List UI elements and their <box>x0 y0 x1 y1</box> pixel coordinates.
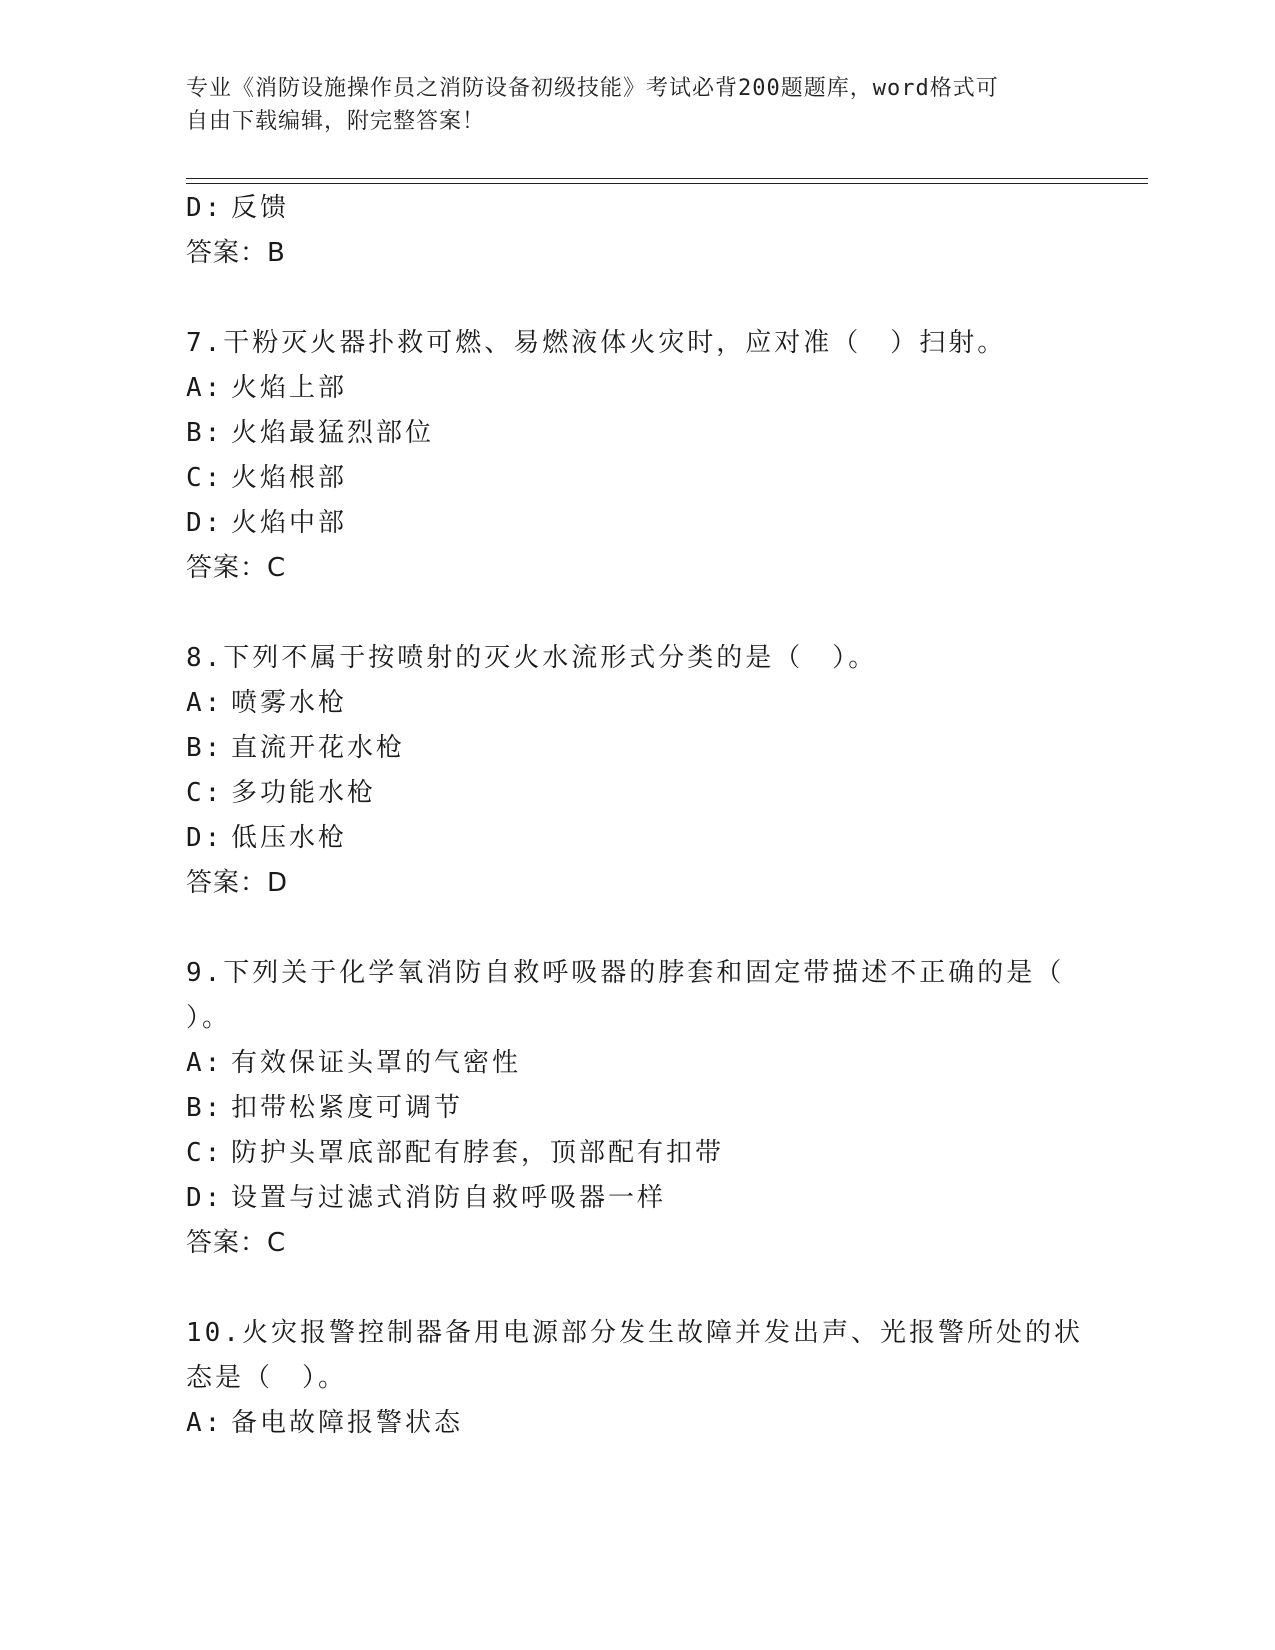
question-content <box>186 186 1086 1446</box>
question-8-answer: 答案：D <box>186 868 289 898</box>
option-text: 火焰上部 <box>231 373 348 403</box>
spacer <box>186 906 1086 951</box>
question-9-option-c <box>186 1131 1086 1176</box>
option-text: 喷雾水枪 <box>231 688 348 718</box>
spacer <box>186 276 1086 321</box>
question-7-answer: 答案：C <box>186 553 287 583</box>
option-text: 火焰中部 <box>231 508 348 538</box>
option-text: 多功能水枪 <box>231 778 377 808</box>
option-text: 设置与过滤式消防自救呼吸器一样 <box>231 1183 667 1213</box>
question-7-option-b <box>186 411 1086 456</box>
option-letter: D: <box>186 193 224 223</box>
question-8-option-a <box>186 681 1086 726</box>
option-letter: A: <box>186 1048 224 1078</box>
question-9-answer: 答案：C <box>186 1228 287 1258</box>
question-7-option-c <box>186 456 1086 501</box>
option-text: 火焰最猛烈部位 <box>231 418 435 448</box>
question-10-stem-line-2: 态是（ ）。 <box>186 1363 348 1393</box>
option-letter: C: <box>186 1138 224 1168</box>
question-9-option-a <box>186 1041 1086 1086</box>
option-letter: A: <box>186 373 224 403</box>
prev-option-d <box>186 186 1086 231</box>
option-letter: A: <box>186 688 224 718</box>
question-9-stem-line-1: 9.下列关于化学氧消防自救呼吸器的脖套和固定带描述不正确的是（ <box>186 958 1065 988</box>
question-10-option-a <box>186 1401 1086 1446</box>
question-9-option-d <box>186 1176 1086 1221</box>
option-text: 低压水枪 <box>231 823 348 853</box>
question-7-option-a <box>186 366 1086 411</box>
question-10-stem-line-1: 10.火灾报警控制器备用电源部分发生故障并发出声、光报警所处的状 <box>186 1318 1083 1348</box>
option-text: 火焰根部 <box>231 463 348 493</box>
option-text: 防护头罩底部配有脖套，顶部配有扣带 <box>231 1138 725 1168</box>
question-7-option-d <box>186 501 1086 546</box>
option-text: 直流开花水枪 <box>231 733 406 763</box>
option-letter: B: <box>186 418 224 448</box>
option-text: 备电故障报警状态 <box>231 1408 464 1438</box>
question-9-option-b <box>186 1086 1086 1131</box>
option-letter: B: <box>186 1093 224 1123</box>
question-8-option-b <box>186 726 1086 771</box>
question-7-stem: 7.干粉灭火器扑救可燃、易燃液体火灾时，应对准（ ）扫射。 <box>186 328 1007 358</box>
header-divider-bottom <box>186 183 1148 184</box>
option-letter: A: <box>186 1408 224 1438</box>
option-text: 反馈 <box>231 193 290 223</box>
option-letter: B: <box>186 733 224 763</box>
spacer <box>186 591 1086 636</box>
prev-answer: 答案：B <box>186 238 286 268</box>
header-divider-top <box>186 178 1148 179</box>
option-letter: D: <box>186 1183 224 1213</box>
option-letter: D: <box>186 508 224 538</box>
header-line-1: 专业《消防设施操作员之消防设备初级技能》考试必背200题题库，word格式可 <box>186 76 999 101</box>
question-8-option-d <box>186 816 1086 861</box>
page-header <box>186 72 1066 138</box>
option-letter: C: <box>186 778 224 808</box>
header-line-2: 自由下载编辑，附完整答案！ <box>186 109 486 134</box>
option-letter: D: <box>186 823 224 853</box>
spacer <box>186 1266 1086 1311</box>
question-8-stem: 8.下列不属于按喷射的灭火水流形式分类的是（ ）。 <box>186 643 878 673</box>
option-text: 扣带松紧度可调节 <box>231 1093 464 1123</box>
option-text: 有效保证头罩的气密性 <box>231 1048 522 1078</box>
question-8-option-c <box>186 771 1086 816</box>
option-letter: C: <box>186 463 224 493</box>
question-9-stem-line-2: ）。 <box>186 1003 232 1033</box>
